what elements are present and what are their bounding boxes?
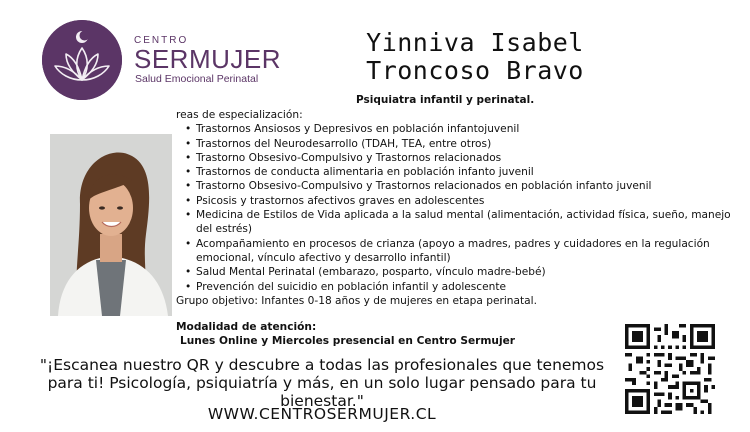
list-item: • Trastorno Obsesivo-Compulsivo y Trastornos relacionados en población infanto juvenil	[176, 179, 744, 193]
qr-code-icon	[625, 324, 715, 414]
logo-brand-name: SERMUJER	[134, 44, 282, 74]
specialization-section	[176, 108, 744, 308]
list-item: • Trastornos de conducta alimentaria en población infanto juvenil	[176, 165, 744, 179]
list-item: • Trastornos del Neurodesarrollo (TDAH, TEA, entre otros)	[176, 137, 744, 151]
list-item: • Psicosis y trastornos afectivos graves en adolescentes	[176, 194, 744, 208]
portrait-image	[50, 134, 172, 316]
list-item: • Acompañamiento en procesos de crianza (apoyo a madres, padres y cuidadores en la regulación emocional, vínculo afectivo y desarrollo infantil)	[176, 237, 744, 266]
specialization-heading: reas de especialización:	[176, 109, 303, 121]
specialization-list	[176, 122, 744, 294]
list-item: • Trastornos Ansiosos y Depresivos en población infantojuvenil	[176, 122, 744, 136]
lotus-icon	[42, 20, 122, 100]
modality-text: Lunes Online y Miercoles presencial en Centro Sermujer	[180, 335, 516, 347]
modality-label: Modalidad de atención:	[176, 321, 317, 333]
list-item: • Medicina de Estilos de Vida aplicada a la salud mental (alimentación, actividad física, sueño, manejo del estrés)	[176, 208, 744, 237]
list-item: • Prevención del suicidio en población infantil y adolescente	[176, 280, 744, 294]
logo-centro-label: CENTRO	[134, 35, 189, 46]
cta-text: "¡Escanea nuestro QR y descubre a todas las profesionales que tenemos para ti! Psicología, psiquiatría y más, en un solo lugar pensado para tu bienestar."	[39, 356, 605, 410]
logo-emblem	[42, 20, 122, 100]
profile-name-line1: Yinniva Isabel	[366, 28, 584, 57]
list-item: • Trastorno Obsesivo-Compulsivo y Trastornos relacionados	[176, 151, 744, 165]
profile-role: Psiquiatra infantil y perinatal.	[356, 94, 535, 106]
target-group: Grupo objetivo: Infantes 0-18 años y de mujeres en etapa perinatal.	[176, 294, 537, 307]
profile-name-line2: Troncoso Bravo	[366, 56, 584, 85]
website-link[interactable]: WWW.CENTROSERMUJER.CL	[207, 405, 437, 423]
profile-photo	[50, 134, 172, 316]
qr-code[interactable]	[625, 324, 715, 414]
list-item: • Salud Mental Perinatal (embarazo, posparto, vínculo madre-bebé)	[176, 265, 744, 279]
logo-tagline: Salud Emocional Perinatal	[135, 73, 259, 85]
